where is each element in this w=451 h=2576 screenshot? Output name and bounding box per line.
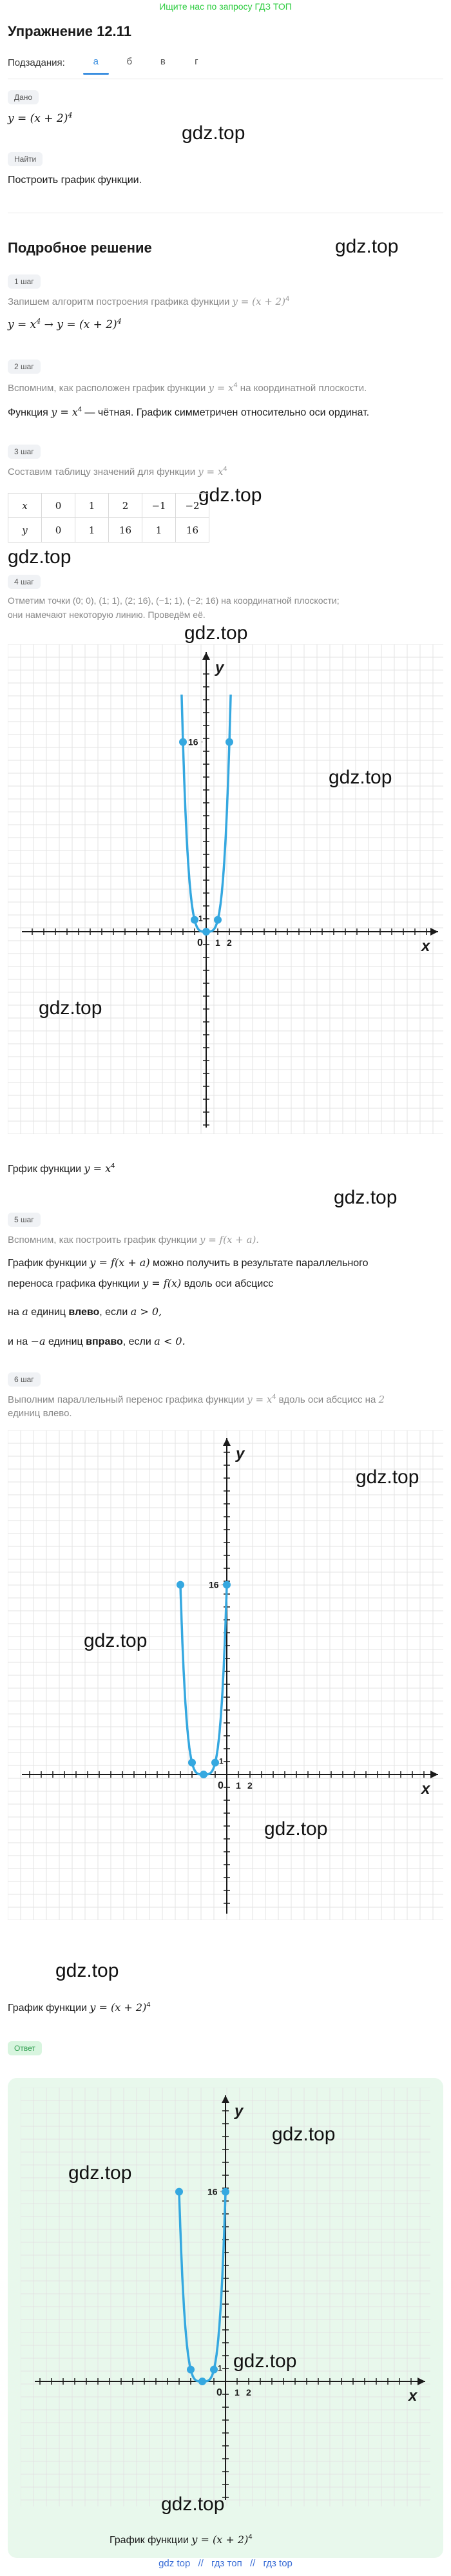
data-point [198,2378,206,2385]
y-tick-label: 1 [219,1756,224,1766]
given-pill: Дано [8,90,39,104]
step-6-text-2: единиц влево. [8,1408,72,1419]
y-tick-label: 16 [188,736,198,747]
origin-label: 0 [197,937,203,948]
y-tick-label: 16 [209,1579,219,1590]
watermark: gdz.top [335,236,399,257]
step-3-text: Составим таблицу значений для функции $y = x^4$ [8,465,227,477]
step-5-text: Вспомним, как построить график функции y = f(x + a). [8,1234,260,1245]
watermark: gdz.top [334,1187,398,1208]
values-table [8,493,209,543]
answer-caption: График функции $y = (x + 2)^4$ [110,2533,253,2546]
tab-g[interactable]: г [195,56,198,67]
watermark: gdz.top [329,767,392,788]
y-tick-label: 1 [198,914,203,923]
footer-link[interactable]: гдз top [263,2558,293,2569]
footer-links [0,2558,451,2569]
watermark: gdz.top [182,122,245,144]
step-5-pill: 5 шаг [8,1213,41,1227]
table-row [8,518,209,543]
data-point [211,1759,219,1767]
x-tick-label: 2 [227,937,232,948]
watermark: gdz.top [356,1466,419,1488]
step-1-text: Запишем алгоритм построения графика функции $y = (x + 2)^4$ [8,295,290,307]
function-curve [179,2192,225,2381]
step-6-pill: 6 шаг [8,1372,41,1387]
data-point [202,928,210,936]
watermark: gdz.top [55,1960,119,1981]
footer-link[interactable]: gdz top [158,2558,191,2569]
x-tick-label: 1 [215,937,220,948]
table-cell: −1 [142,494,176,518]
data-point [175,2188,183,2196]
table-cell: −2 [176,494,209,518]
find-text: Построить график функции. [8,175,142,186]
y-tick-label: 1 [218,2363,222,2373]
step-4-pill: 4 шаг [8,575,41,589]
x-axis-arrow [430,928,438,936]
x-axis-arrow [430,1771,438,1778]
step-6-text-1: Выполним параллельный перенос графика функции $y = x^4$ вдоль оси абсцисс на 2 [8,1393,385,1405]
table-cell: 16 [176,518,209,543]
y-axis-arrow [202,652,210,660]
watermark: gdz.top [272,2124,336,2145]
graph-1-caption: Грфик функции $y = x^4$ [8,1162,115,1175]
tab-v[interactable]: в [160,56,166,67]
data-point [225,738,233,746]
top-banner[interactable]: Ищите нас по запросу ГДЗ ТОП [159,1,292,12]
y-axis-arrow [222,2095,229,2103]
data-point [177,1581,184,1589]
y-tick-label: 16 [207,2186,218,2197]
watermark: gdz.top [233,2350,297,2372]
step-5-rule-left: на a единиц влево, если a > 0, [8,1305,162,1318]
x-tick-label: 1 [235,2387,240,2398]
footer-separator: // [198,2558,204,2569]
footer-link[interactable]: гдз топ [211,2558,242,2569]
table-cell: 16 [109,518,142,543]
find-pill: Найти [8,152,43,166]
footer-separator: // [249,2558,256,2569]
watermark: gdz.top [184,622,248,644]
y-axis-label: y [236,1445,245,1463]
table-cell: 1 [75,518,109,543]
tab-a[interactable]: а [79,53,113,72]
origin-label: 0 [218,1780,224,1791]
x-tick-label: 2 [247,1780,253,1791]
y-axis-label: y [215,659,224,677]
step-5-main-2: переноса графика функции y = f(x) вдоль оси абсцисс [8,1277,274,1289]
function-curve [180,1585,227,1774]
graph-2-caption: График функции $y = (x + 2)^4$ [8,2001,151,2014]
x-axis-label: x [408,2387,417,2405]
watermark: gdz.top [39,997,102,1019]
data-point [223,1581,231,1589]
table-cell: 1 [142,518,176,543]
subtasks-bar [8,53,213,72]
data-point [200,1771,207,1778]
y-axis-label: y [235,2102,244,2120]
watermark: gdz.top [8,546,72,568]
x-axis-label: x [421,1780,430,1798]
step-2-pill: 2 шаг [8,360,41,374]
data-point [188,1759,196,1767]
data-point [187,2366,195,2374]
table-cell: 0 [42,494,75,518]
subtasks-label: Подзадания: [8,57,65,68]
page-title: Упражнение 12.11 [8,23,131,39]
table-cell: 1 [75,494,109,518]
step-2-main: Функция $y = x^4$ — чётная. График симметричен относительно оси ординат. [8,405,370,418]
answer-pill: Ответ [8,2041,42,2055]
watermark: gdz.top [84,1630,148,1651]
step-2-text: Вспомним, как расположен график функции $y = x^4$ на координатной плоскости. [8,381,367,394]
watermark: gdz.top [161,2494,225,2515]
origin-label: 0 [216,2387,222,2398]
x-axis-label: x [421,937,430,955]
watermark: gdz.top [264,1818,328,1840]
x-tick-label: 1 [236,1780,241,1791]
table-row [8,494,209,518]
data-point [214,916,222,924]
answer-graph [21,2088,430,2506]
table-cell: 0 [42,518,75,543]
data-point [210,2366,218,2374]
data-point [222,2188,229,2196]
graph-y-x4 [8,644,443,1134]
tab-b[interactable]: б [126,56,133,67]
y-axis-arrow [223,1438,231,1446]
step-4-text-2: они намечают некоторую линию. Проведём её. [8,610,206,620]
given-formula: $y = (x + 2)^4$ [8,111,73,125]
step-1-formula: $y = x^4 \to y = (x + 2)^4$ [8,317,122,331]
step-3-pill: 3 шаг [8,445,41,459]
solution-title: Подробное решение [8,240,152,256]
table-cell: 2 [109,494,142,518]
data-point [179,738,187,746]
table-cell: y [8,518,42,543]
data-point [191,916,198,924]
table-cell: x [8,494,42,518]
step-5-main-1: График функции y = f(x + a) можно получить в результате параллельного [8,1256,369,1269]
step-1-pill: 1 шаг [8,274,41,289]
watermark: gdz.top [68,2162,132,2184]
step-4-text-1: Отметим точки (0; 0), (1; 1), (2; 16), (−1; 1), (−2; 16) на координатной плоскости; [8,595,340,606]
watermark: gdz.top [198,485,262,506]
graph-y-x2-4 [8,1430,443,1920]
step-5-rule-right: и на −a единиц вправо, если a < 0. [8,1335,186,1347]
x-tick-label: 2 [246,2387,251,2398]
